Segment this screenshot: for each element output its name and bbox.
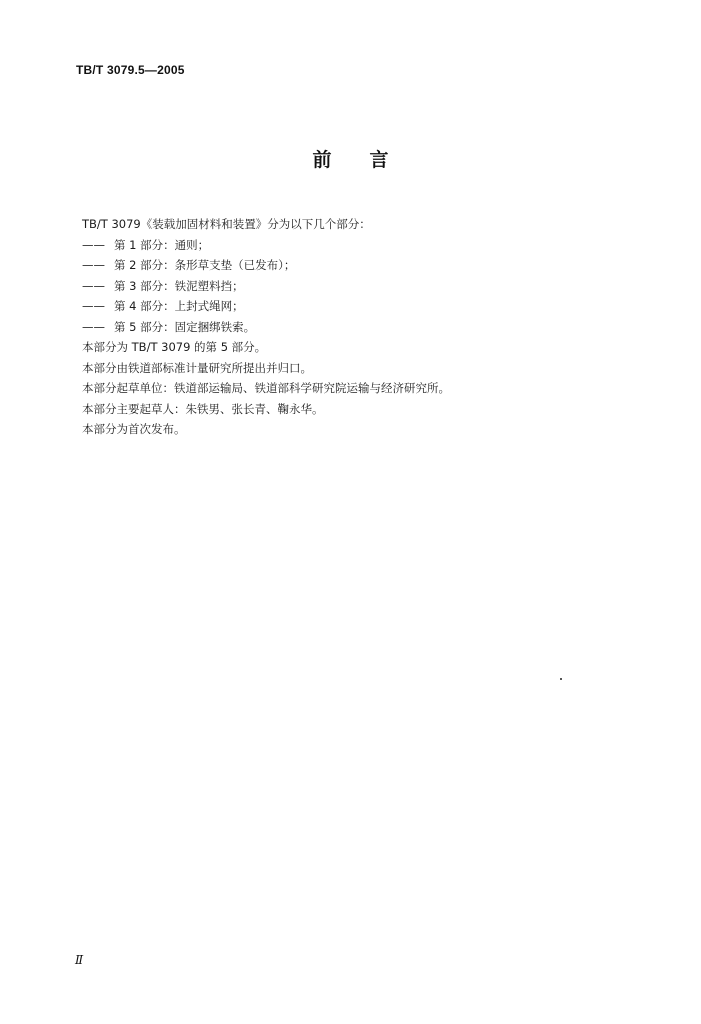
list-dash: ——	[82, 237, 105, 252]
part-label: 第 3 部分：铁泥塑料挡；	[114, 278, 244, 293]
list-item-part-2	[82, 255, 622, 276]
part-label: 第 2 部分：条形草支垫（已发布）；	[114, 258, 296, 272]
list-dash: ——	[82, 278, 105, 293]
page-number: Ⅱ	[75, 953, 84, 967]
list-item-part-4	[82, 296, 622, 317]
statement-drafters: 本部分主要起草人：朱铁男、张长青、鞠永华。	[82, 401, 324, 416]
document-code: TB/T 3079.5—2005	[76, 63, 185, 77]
list-item-part-5	[82, 317, 622, 338]
intro-paragraph: TB/T 3079《装载加固材料和装置》分为以下几个部分：	[82, 217, 371, 231]
section-title: 前言	[312, 149, 427, 171]
list-dash: ——	[82, 258, 105, 272]
statement-drafting-units: 本部分起草单位：铁道部运输局、铁道部科学研究院运输与经济研究所。	[82, 381, 450, 395]
list-item-part-3	[82, 276, 622, 297]
statement-proposer: 本部分由铁道部标准计量研究所提出并归口。	[82, 360, 312, 375]
list-dash: ——	[82, 319, 105, 334]
part-label: 第 5 部分：固定捆绑铁索。	[114, 319, 256, 334]
foreword-body	[82, 214, 622, 440]
statement-part-number: 本部分为 TB/T 3079 的第 5 部分。	[82, 340, 267, 354]
statement-first-release: 本部分为首次发布。	[82, 422, 186, 436]
list-dash: ——	[82, 299, 105, 313]
list-item-part-1	[82, 235, 622, 256]
part-label: 第 1 部分：通则；	[114, 237, 210, 252]
scan-speck	[560, 678, 562, 680]
part-label: 第 4 部分：上封式绳网；	[114, 299, 244, 313]
